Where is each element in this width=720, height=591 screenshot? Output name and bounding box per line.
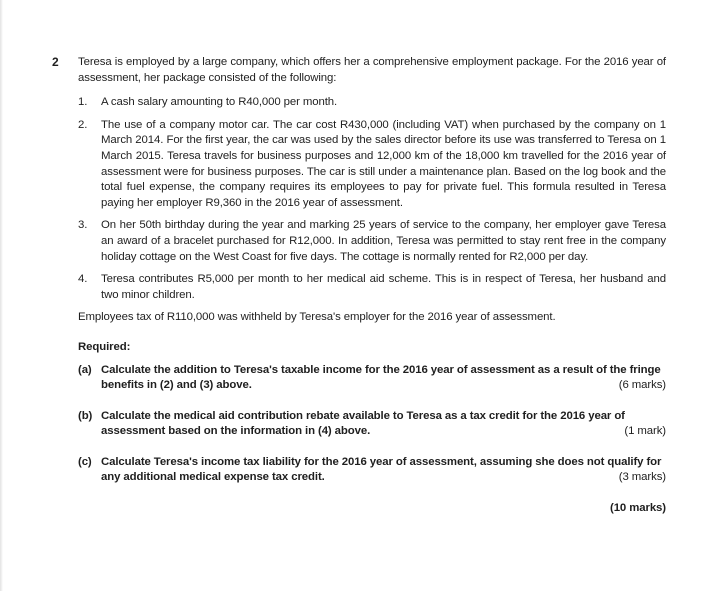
list-item [78, 95, 666, 111]
item-number: 4. [78, 273, 88, 286]
question-body [78, 55, 666, 517]
requirement-marks: (6 marks) [618, 379, 666, 392]
requirement-text-line1: Calculate the addition to Teresa's taxable income for the 2016 year of assessment as a result of the fringe [101, 363, 661, 376]
item-number: 1. [78, 96, 88, 109]
item-text: Teresa contributes R5,000 per month to her medical aid scheme. This is in respect of Teresa, her husband and two minor children. [101, 273, 666, 301]
requirement-c [78, 455, 666, 486]
requirement-label: (a) [78, 363, 92, 376]
item-text: The use of a company motor car. The car cost R430,000 (including VAT) when purchased by the company on 1 March 2014. For the first year, the car was used by the sales director before its use was transferred to Teresa on 1 March 2015. Teresa travels for business purposes and 12,000 km of the 18,000 km travelled for the 2016 year of assessment were for business purposes. The car is still under a maintenance plan. Based on the log book and the total fuel expense, the company requires its employees to pay for private fuel. This formula resulted in Teresa paying her employer R9,360 in the 2016 year of assessment. [101, 118, 666, 209]
list-item [78, 118, 666, 212]
requirement-text-line2: assessment based on the information in (4) above. [101, 425, 371, 438]
list-item [78, 272, 666, 303]
item-number: 2. [78, 118, 88, 131]
item-text: A cash salary amounting to R40,000 per month. [101, 96, 338, 109]
total-marks: (10 marks) [610, 502, 666, 515]
requirement-text-line1: Calculate the medical aid contribution rebate available to Teresa as a tax credit for the 2016 year of [101, 409, 625, 422]
requirement-text-line2: benefits in (2) and (3) above. [101, 379, 252, 392]
requirement-label: (b) [78, 409, 93, 422]
requirement-text-line1: Calculate Teresa's income tax liability for the 2016 year of assessment, assuming she does not qualify for [101, 455, 662, 468]
question-intro: Teresa is employed by a large company, which offers her a comprehensive employment package. For the 2016 year of assessment, her package consisted of the following: [78, 56, 666, 84]
item-text: On her 50th birthday during the year and marking 25 years of service to the company, her employer gave Teresa an award of a bracelet purchased for R12,000. In addition, Teresa was permitted to stay rent free in the company holiday cottage on the West Coast for five days. The cottage is normally rented for R2,000 per day. [101, 219, 666, 263]
requirement-a [78, 363, 666, 394]
requirement-marks: (3 marks) [618, 471, 666, 484]
question-number: 2 [52, 55, 59, 69]
package-items-list [78, 95, 666, 303]
requirement-marks: (1 mark) [624, 425, 666, 438]
required-heading: Required: [78, 340, 131, 353]
item-number: 3. [78, 219, 88, 232]
requirement-label: (c) [78, 455, 92, 468]
page-edge [0, 0, 3, 591]
requirement-text-line2: any additional medical expense tax credit. [101, 471, 325, 484]
employees-tax-note: Employees tax of R110,000 was withheld by Teresa's employer for the 2016 year of assessment. [78, 311, 556, 324]
requirement-b [78, 409, 666, 440]
list-item [78, 218, 666, 265]
